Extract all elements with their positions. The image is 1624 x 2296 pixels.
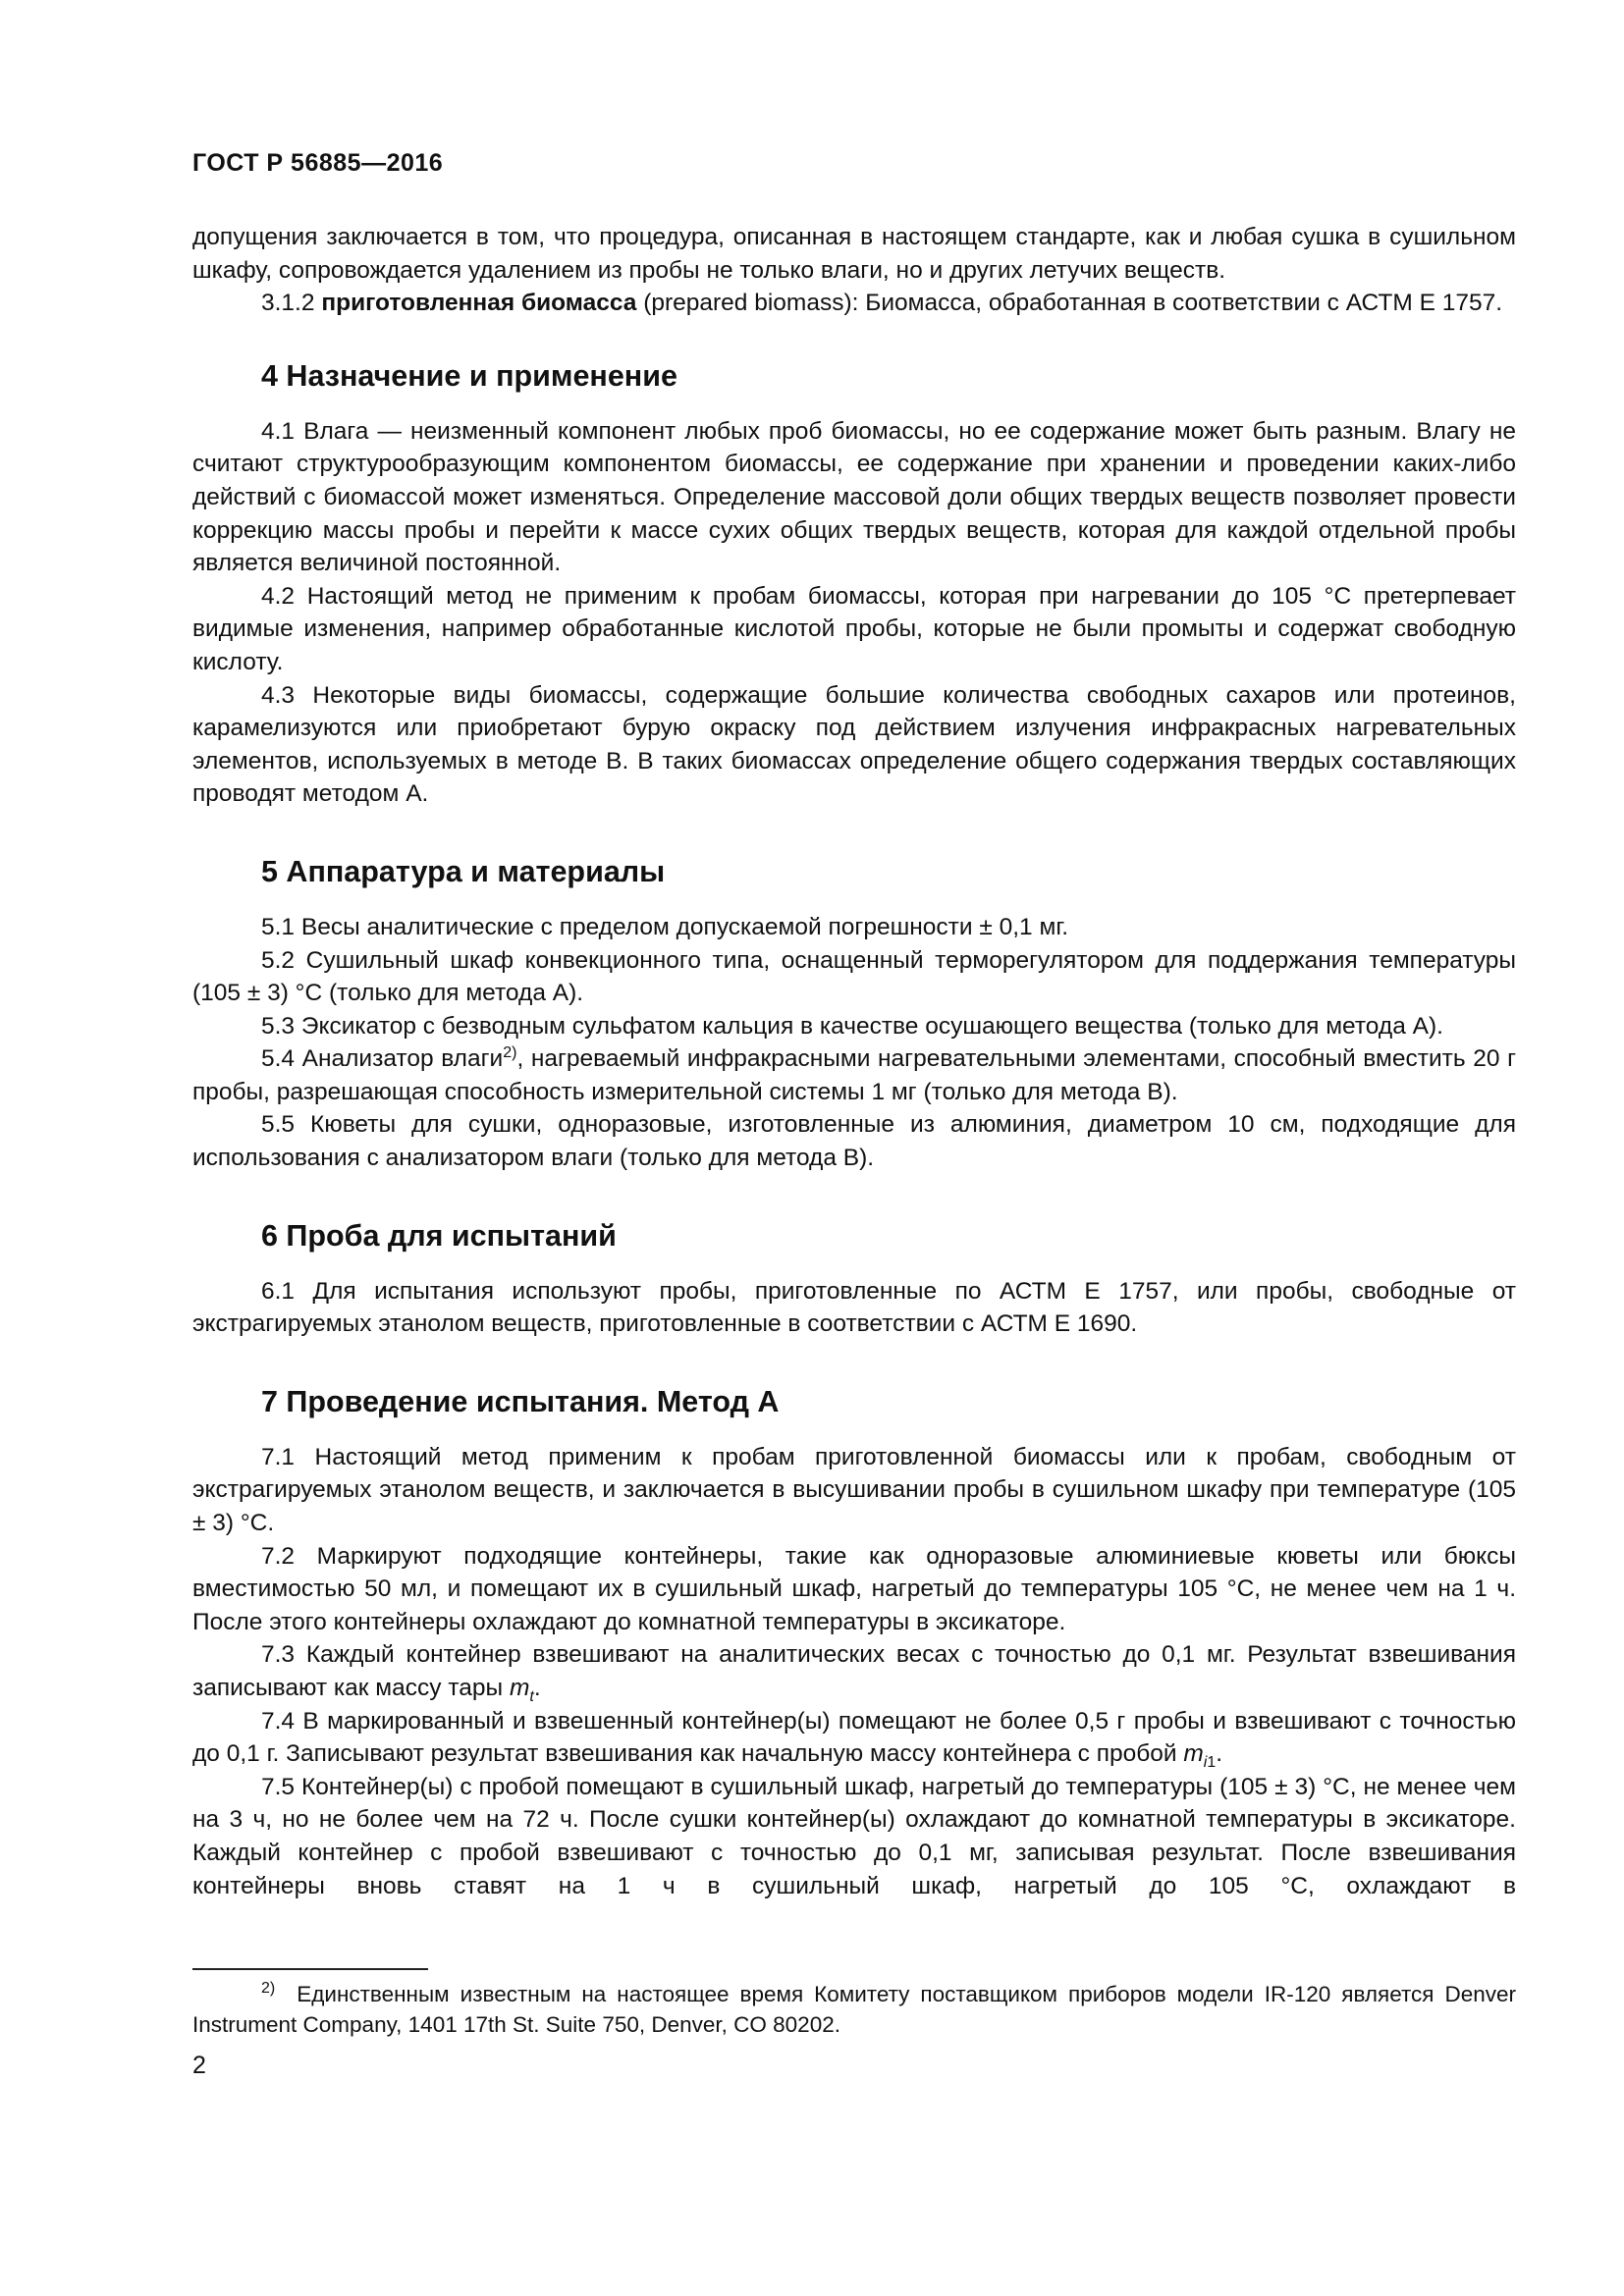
clause-4-1: 4.1 Влага — неизменный компонент любых проб биомассы, но ее содержание может быть разным. Влагу не считают структурообразующим компонентом биомассы, ее содержание при хранении и проведении каких-либо действий с биомассой может изменяться. Определение массовой доли общих твердых веществ позволяет провести коррекцию массы пробы и перейти к массе сухих общих твердых веществ, которая для каждой отдельной пробы является величиной постоянной. xyxy=(192,417,1516,577)
subscript-1: 1 xyxy=(1207,1754,1217,1772)
tare-mass-symbol: m xyxy=(509,1675,530,1701)
intro-paragraph: допущения заключается в том, что процедура, описанная в настоящем стандарте, как и любая сушка в сушильном шкафу, сопровождается удалением из пробы не только влаги, но и других летучих веществ. xyxy=(192,224,1516,284)
clause-5-5: 5.5 Кюветы для сушки, одноразовые, изготовленные из алюминия, диаметром 10 см, подходящие для использования с анализатором влаги (только для метода В). xyxy=(192,1111,1516,1172)
clause-number: 3.1.2 xyxy=(261,290,315,317)
clause-5-4 xyxy=(192,1042,1516,1108)
clause-7-1: 7.1 Настоящий метод применим к пробам приготовленной биомассы или к пробам, свободным от экстрагируемых этанолом веществ, и заключается в высушивании пробы в сушильном шкафу при температуре (105 ± 3) °С. xyxy=(192,1443,1516,1537)
footnote xyxy=(192,1979,1516,2040)
footnote-text: Единственным известным на настоящее время Комитету поставщиком приборов модели IR-120 является Denver Instrument Company, 1401 17th St. Suite 750, Denver, CO 80202. xyxy=(192,1982,1516,2037)
section-4-heading: 4 Назначение и применение xyxy=(261,358,677,393)
clause-7-3-text: 7.3 Каждый контейнер взвешивают на аналитических весах с точностью до 0,1 мг. Результат взвешивания записывают как массу тары xyxy=(192,1641,1516,1701)
section-7-heading: 7 Проведение испытания. Метод А xyxy=(261,1384,780,1418)
tare-mass-subscript: t xyxy=(529,1688,534,1705)
initial-mass-symbol: m xyxy=(1183,1740,1204,1768)
clause-5-4-text: 5.4 Анализатор влаги xyxy=(261,1045,504,1073)
clause-4-3: 4.3 Некоторые виды биомассы, содержащие большие количества свободных сахаров или протеинов, карамелизуются или приобретают бурую окраску под действием излучения инфракрасных нагревательных элементов, используемых в методе В. В таких биомассах определение общего содержания твердых составляющих проводят методом А. xyxy=(192,681,1516,808)
clause-4-2: 4.2 Настоящий метод не применим к пробам биомассы, которая при нагревании до 105 °С претерпевает видимые изменения, например обработанные кислотой пробы, которые не были промыты и содержат свободную кислоту. xyxy=(192,582,1516,675)
term-definition-text: (prepared biomass): Биомасса, обработанная в соответствии с АСТМ Е 1757. xyxy=(643,290,1503,317)
page-number: 2 xyxy=(192,2052,206,2079)
page-body xyxy=(192,221,1516,1902)
initial-mass-subscript xyxy=(1204,1754,1216,1771)
section-6-heading: 6 Проба для испытаний xyxy=(261,1218,617,1253)
clause-5-4-text-cont: , нагреваемый инфракрасными нагревательными элементами, способный вместить 20 г пробы, разрешающая способность измерительной системы 1 мг (только для метода В). xyxy=(192,1045,1517,1105)
clause-5-2: 5.2 Сушильный шкаф конвекционного типа, оснащенный терморегулятором для поддержания температуры (105 ± 3) °С (только для метода А). xyxy=(192,946,1516,1007)
period: . xyxy=(1216,1740,1223,1768)
term-name: приготовленная биомасса xyxy=(321,290,637,317)
document-header: ГОСТ Р 56885—2016 xyxy=(192,149,444,177)
footnote-marker: 2) xyxy=(261,1980,276,1997)
term-definition-3-1-2 xyxy=(192,287,1516,320)
period: . xyxy=(533,1675,541,1701)
footnote-paragraph xyxy=(192,1979,1516,2040)
subscript-i: i xyxy=(1203,1754,1208,1772)
footnote-reference: 2) xyxy=(503,1044,517,1062)
footnote-separator xyxy=(192,1968,428,1970)
clause-7-4-text: 7.4 В маркированный и взвешенный контейнер(ы) помещают не более 0,5 г пробы и взвешивают с точностью до 0,1 г. Записывают результат взвешивания как начальную массу контейнера с пробой xyxy=(192,1707,1516,1768)
clause-6-1: 6.1 Для испытания используют пробы, приготовленные по АСТМ Е 1757, или пробы, свободные от экстрагируемых этанолом веществ, приготовленные в соответствии с АСТМ Е 1690. xyxy=(192,1277,1516,1338)
clause-7-4 xyxy=(192,1705,1516,1771)
section-5-heading: 5 Аппаратура и материалы xyxy=(261,854,666,888)
clause-5-1: 5.1 Весы аналитические с пределом допускаемой погрешности ± 0,1 мг. xyxy=(261,913,1069,940)
clause-7-3 xyxy=(192,1638,1516,1704)
clause-7-2: 7.2 Маркируют подходящие контейнеры, такие как одноразовые алюминиевые кюветы или бюксы вместимостью 50 мл, и помещают их в сушильный шкаф, нагретый до температуры 105 °С, не менее чем на 1 ч. После этого контейнеры охлаждают до комнатной температуры в эксикаторе. xyxy=(192,1542,1516,1635)
clause-7-5: 7.5 Контейнер(ы) с пробой помещают в сушильный шкаф, нагретый до температуры (105 ± 3) °С, не менее чем на 3 ч, но не более чем на 72 ч. После сушки контейнер(ы) охлаждают до комнатной температуры в эксикаторе. Каждый контейнер с пробой взвешивают с точностью до 0,1 мг, записывая результат. После взвешивания контейнеры вновь ставят на 1 ч в сушильный шкаф, нагретый до 105 °С, охлаждают в xyxy=(192,1773,1516,1899)
clause-5-3: 5.3 Эксикатор с безводным сульфатом кальция в качестве осушающего вещества (только для метода А). xyxy=(261,1012,1443,1040)
